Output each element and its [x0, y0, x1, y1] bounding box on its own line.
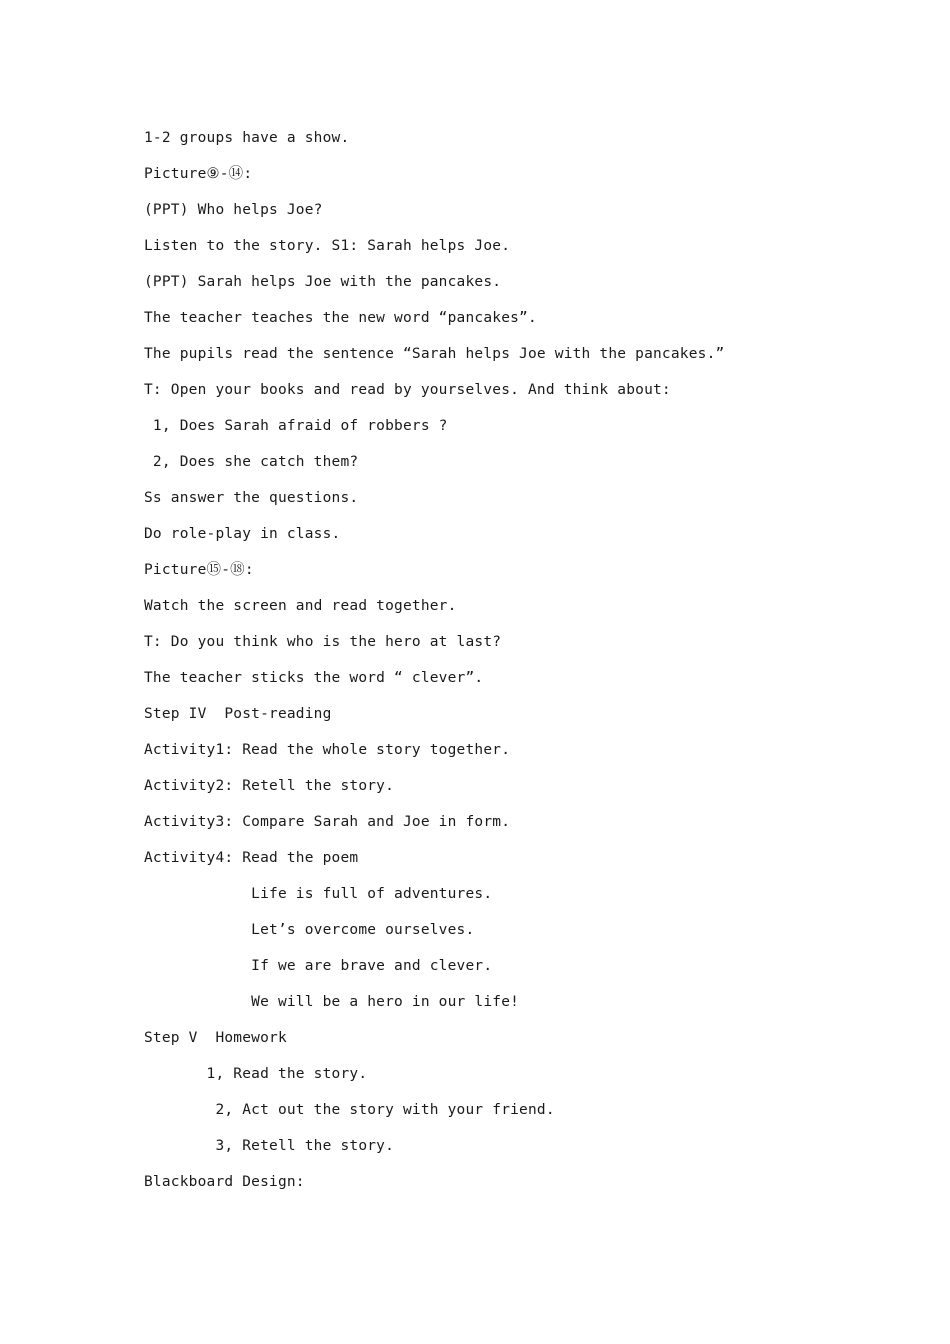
- text-line: T: Open your books and read by yourselves. And think about:: [144, 382, 671, 398]
- poem-line: We will be a hero in our life!: [144, 994, 520, 1010]
- text-line: 1-2 groups have a show.: [144, 130, 350, 146]
- poem-line: Let’s overcome ourselves.: [144, 922, 475, 938]
- text-line: (PPT) Sarah helps Joe with the pancakes.: [144, 274, 502, 290]
- text-line: Listen to the story. S1: Sarah helps Joe.: [144, 238, 511, 254]
- document-body: [144, 120, 904, 1200]
- text-line: Picture⑮-⑱:: [144, 562, 254, 578]
- homework-item: 2, Act out the story with your friend.: [144, 1102, 555, 1118]
- step-heading: Step V Homework: [144, 1030, 287, 1046]
- homework-item: 1, Read the story.: [144, 1066, 368, 1082]
- text-line: Do role-play in class.: [144, 526, 341, 542]
- text-line: The teacher sticks the word “ clever”.: [144, 670, 484, 686]
- text-line: The pupils read the sentence “Sarah helps Joe with the pancakes.”: [144, 346, 725, 362]
- text-line: Ss answer the questions.: [144, 490, 359, 506]
- section-heading: Blackboard Design:: [144, 1174, 305, 1190]
- question-item: 1, Does Sarah afraid of robbers ?: [144, 418, 448, 434]
- activity-item: Activity3: Compare Sarah and Joe in form.: [144, 814, 511, 830]
- text-line: T: Do you think who is the hero at last?: [144, 634, 502, 650]
- activity-item: Activity4: Read the poem: [144, 850, 359, 866]
- activity-item: Activity2: Retell the story.: [144, 778, 395, 794]
- step-heading: Step IV Post-reading: [144, 706, 332, 722]
- activity-item: Activity1: Read the whole story together.: [144, 742, 511, 758]
- homework-item: 3, Retell the story.: [144, 1138, 395, 1154]
- text-line: Picture⑨-⑭:: [144, 166, 253, 182]
- text-line: Watch the screen and read together.: [144, 598, 457, 614]
- question-item: 2, Does she catch them?: [144, 454, 359, 470]
- poem-line: Life is full of adventures.: [144, 886, 493, 902]
- poem-line: If we are brave and clever.: [144, 958, 493, 974]
- text-line: (PPT) Who helps Joe?: [144, 202, 323, 218]
- text-line: The teacher teaches the new word “pancakes”.: [144, 310, 537, 326]
